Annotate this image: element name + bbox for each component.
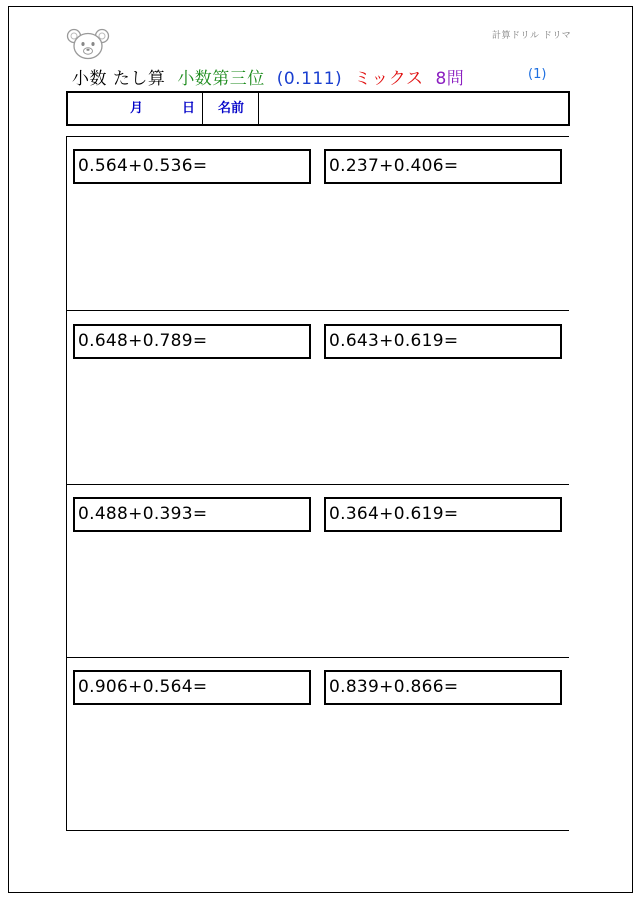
bear-face-icon (66, 27, 110, 61)
name-date-box (66, 91, 570, 126)
title-part-topic: 小数 たし算 (72, 69, 166, 89)
title-part-count: 8問 (435, 69, 465, 89)
problem-expression: 0.237+0.406= (329, 156, 459, 176)
title-part-mix: ミックス (354, 69, 424, 89)
problem-expression: 0.839+0.866= (329, 677, 459, 697)
problem-expression: 0.906+0.564= (78, 677, 208, 697)
problem-expression: 0.488+0.393= (78, 504, 208, 524)
sheet-number: (1) (528, 67, 547, 82)
problem-box (73, 149, 311, 184)
name-box-divider (258, 93, 259, 124)
problem-box (324, 497, 562, 532)
month-label: 月 (130, 101, 144, 116)
page-title (72, 64, 470, 89)
problem-box (324, 324, 562, 359)
problem-expression: 0.364+0.619= (329, 504, 459, 524)
problem-box (324, 670, 562, 705)
row-separator (66, 484, 569, 485)
name-box-divider (202, 93, 203, 124)
problem-box (73, 497, 311, 532)
title-part-level: 小数第三位 (177, 69, 265, 89)
brand-label: 計算ドリル ドリマ (492, 31, 572, 41)
problem-box (324, 149, 562, 184)
name-label: 名前 (218, 101, 245, 116)
title-part-range: (0.111) (276, 69, 343, 89)
problem-box (73, 670, 311, 705)
problem-expression: 0.648+0.789= (78, 331, 208, 351)
day-label: 日 (182, 101, 196, 116)
problem-expression: 0.564+0.536= (78, 156, 208, 176)
row-separator (66, 657, 569, 658)
row-separator (66, 310, 569, 311)
problem-expression: 0.643+0.619= (329, 331, 459, 351)
problem-box (73, 324, 311, 359)
